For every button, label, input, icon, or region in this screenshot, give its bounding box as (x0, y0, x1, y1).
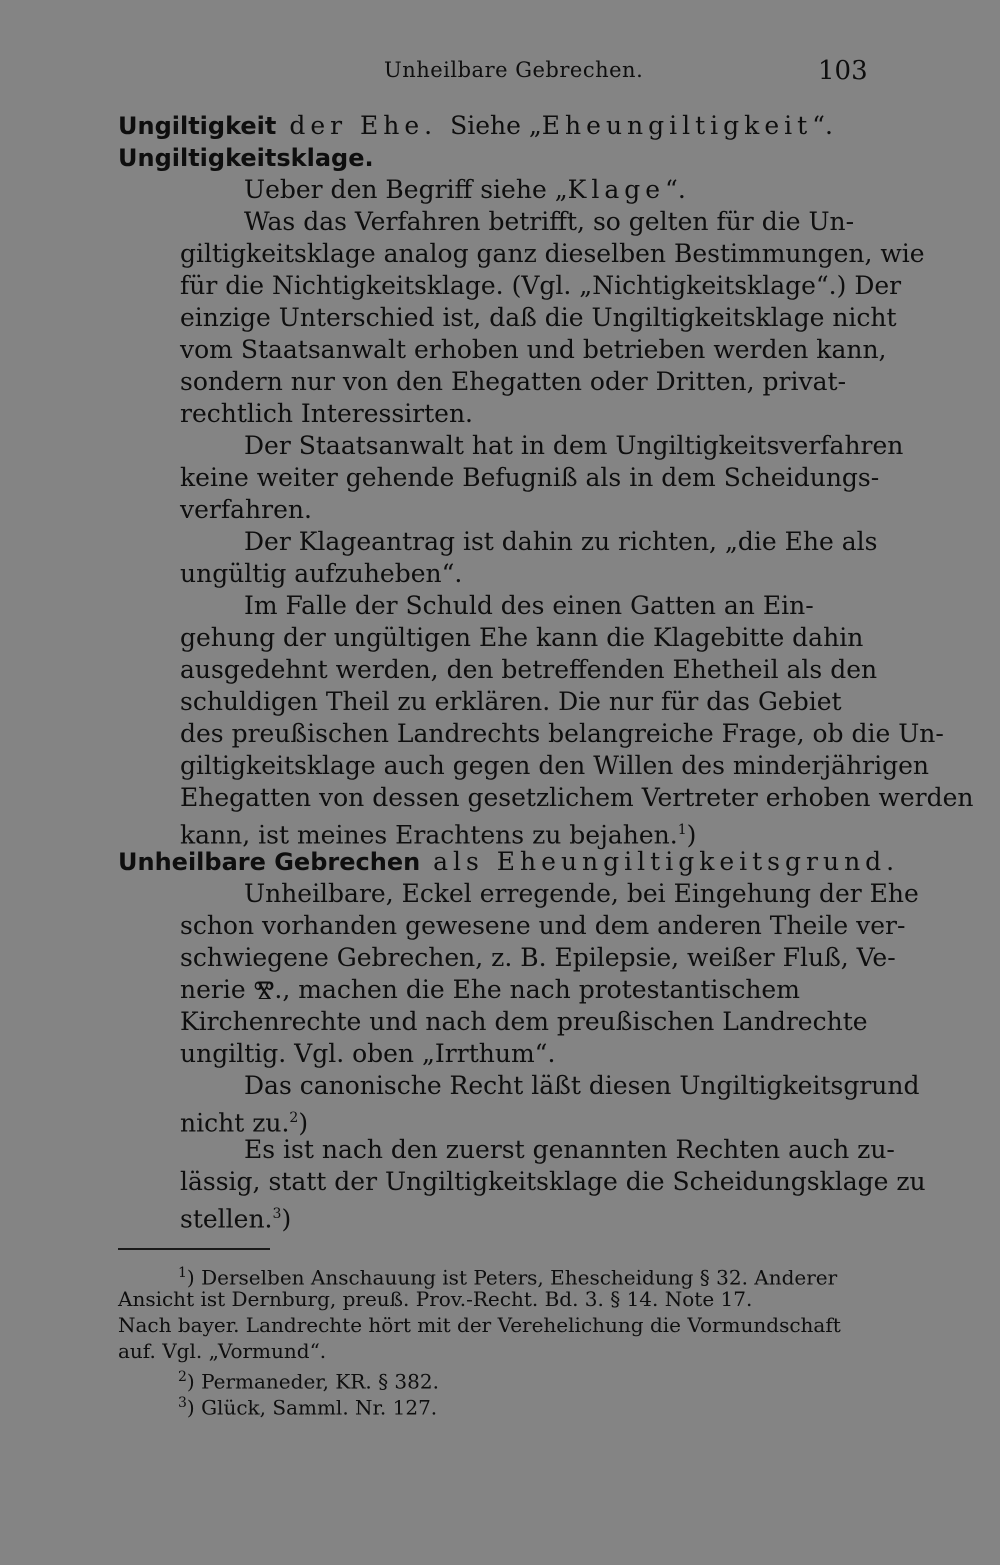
entry-heading-ungiltigkeitsklage (118, 142, 374, 174)
punctuation: ) (298, 1108, 309, 1138)
text-line: giltigkeitsklage analog ganz dieselben Bestimmungen, wie (180, 239, 925, 268)
text-line: ungiltig. Vgl. oben „Irrthum“. (180, 1039, 556, 1068)
entry-term: Ungiltigkeitsklage. (118, 144, 374, 172)
text-line: Unheilbare, Eckel erregende, bei Eingehung der Ehe (244, 879, 919, 908)
footnote-line: Ansicht ist Dernburg, preuß. Prov.-Recht. Bd. 3. § 14. Note 17. (118, 1287, 753, 1311)
text-line: des preußischen Landrechts belangreiche Frage, ob die Un- (180, 719, 944, 748)
text-line: verfahren. (180, 495, 312, 524)
text-line (118, 174, 686, 206)
running-head: Unheilbare Gebrechen. (384, 58, 644, 82)
text-line: Der Klageantrag ist dahin zu richten, „die Ehe als (244, 527, 878, 556)
footnote-3 (118, 1390, 437, 1421)
text-line: rechtlich Interessirten. (180, 399, 473, 428)
entry-term: Unheilbare Gebrechen (118, 848, 421, 876)
text-span: stellen. (180, 1204, 273, 1234)
text-line: für die Nichtigkeitsklage. (Vgl. „Nichtigkeitsklage“.) Der (180, 271, 902, 300)
text-line: Ehegatten von dessen gesetzlichem Vertreter erhoben werden (180, 783, 974, 812)
text-span: kann, ist meines Erachtens zu bejahen. (180, 820, 678, 850)
footnote-divider (118, 1248, 270, 1250)
footnote-text: ) Glück, Samml. Nr. 127. (186, 1395, 438, 1420)
page-number: 103 (818, 56, 868, 86)
text-line: schon vorhanden gewesene und dem anderen Theile ver- (180, 911, 906, 940)
cross-reference-target: Eheungiltigkeit (541, 111, 813, 140)
cross-reference-target: Klage (567, 175, 666, 204)
text-line: Was das Verfahren betrifft, so gelten für die Un- (244, 207, 855, 236)
entry-heading-ungiltigkeit (118, 110, 833, 142)
text-line: nerie Ⰺ., machen die Ehe nach protestantischem (180, 975, 800, 1004)
punctuation: ) (281, 1204, 292, 1234)
entry-subtitle: der Ehe. (276, 111, 451, 140)
text-line: giltigkeitsklage auch gegen den Willen des minderjährigen (180, 751, 930, 780)
punctuation: “. (665, 175, 686, 204)
entry-subtitle: als Eheungiltigkeitsgrund. (420, 847, 900, 876)
footnote-mark: 3 (178, 1395, 187, 1411)
text-line: Es ist nach den zuerst genannten Rechten auch zu- (244, 1135, 895, 1164)
footnote-ref: 1 (677, 822, 687, 838)
text-span: nicht zu. (180, 1108, 290, 1138)
text-line: keine weiter gehende Befugniß als in dem Scheidungs- (180, 463, 880, 492)
entry-term: Ungiltigkeit (118, 112, 277, 140)
entry-heading-unheilbare-gebrechen (118, 846, 899, 878)
punctuation: ) (686, 820, 697, 850)
text-line: lässig, statt der Ungiltigkeitsklage die Scheidungsklage zu (180, 1167, 926, 1196)
text-line: sondern nur von den Ehegatten oder Dritten, privat- (180, 367, 847, 396)
footnote-text: ) Permaneder, KR. § 382. (186, 1369, 439, 1394)
footnote-mark: 1 (178, 1265, 187, 1281)
text-line: einzige Unterschied ist, daß die Ungiltigkeitsklage nicht (180, 303, 897, 332)
punctuation: “. (812, 111, 833, 140)
text-line: schuldigen Theil zu erklären. Die nur für das Gebiet (180, 687, 842, 716)
text-line: gehung der ungültigen Ehe kann die Klagebitte dahin (180, 623, 864, 652)
footnote-ref: 2 (289, 1110, 299, 1126)
footnote-mark: 2 (178, 1369, 187, 1385)
footnote-line: Nach bayer. Landrechte hört mit der Verehelichung die Vormundschaft (118, 1313, 841, 1337)
footnote-line: auf. Vgl. „Vormund“. (118, 1339, 327, 1363)
cross-reference-label: Siehe „ (450, 111, 542, 140)
text-line: Im Falle der Schuld des einen Gatten an Ein- (244, 591, 814, 620)
footnote-text: ) Derselben Anschauung ist Peters, Ehescheidung § 32. Anderer (186, 1265, 838, 1290)
text-line: Das canonische Recht läßt diesen Ungiltigkeitsgrund (244, 1071, 920, 1100)
text-line: ausgedehnt werden, den betreffenden Ehetheil als den (180, 655, 878, 684)
text-line: Der Staatsanwalt hat in dem Ungiltigkeitsverfahren (244, 431, 904, 460)
text-span: Ueber den Begriff siehe „ (244, 175, 568, 204)
footnote-ref: 3 (272, 1206, 282, 1222)
text-line: Kirchenrechte und nach dem preußischen Landrechte (180, 1007, 868, 1036)
text-line: schwiegene Gebrechen, z. B. Epilepsie, weißer Fluß, Ve- (180, 943, 896, 972)
text-line (118, 1198, 291, 1235)
text-line: vom Staatsanwalt erhoben und betrieben werden kann, (180, 335, 887, 364)
text-line: ungültig aufzuheben“. (180, 559, 463, 588)
